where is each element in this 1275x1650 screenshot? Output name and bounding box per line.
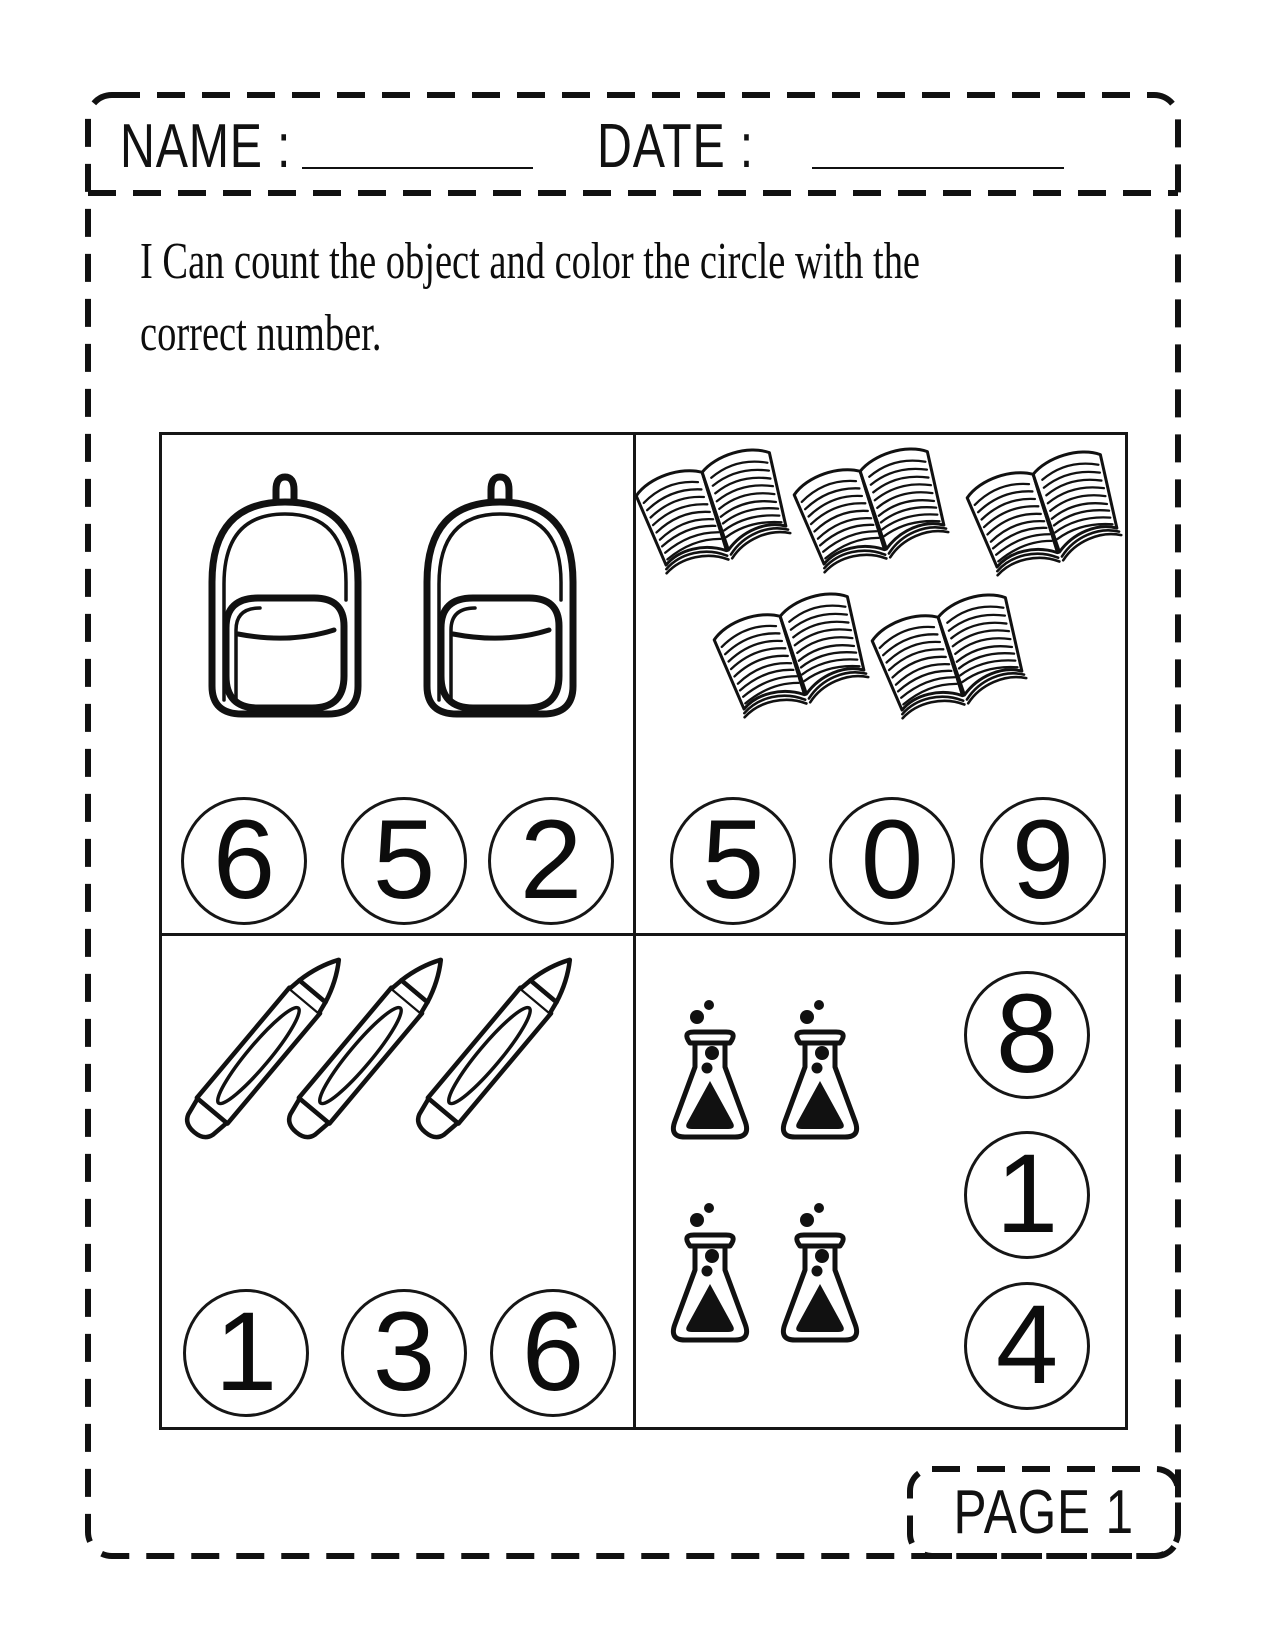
instruction-line-1: I Can count the object and color the circle with the [140,233,921,290]
date-label: DATE : [597,112,754,181]
answer-circle-9[interactable]: 9 [980,797,1106,925]
page-number-badge [910,1469,1178,1556]
quadrant-crayons [159,936,633,1430]
crayon-answer-options [159,936,633,1430]
quadrant-backpacks [159,432,633,933]
quadrant-flasks [636,936,1128,1430]
answer-circle-1[interactable]: 1 [183,1289,309,1417]
name-fill-line[interactable] [302,167,533,169]
answer-circle-5[interactable]: 5 [341,797,467,925]
book-answer-options [636,432,1128,933]
instruction-text [140,226,920,370]
answer-circle-2[interactable]: 2 [488,797,614,925]
quadrant-books [636,432,1128,933]
answer-circle-1[interactable]: 1 [964,1131,1090,1259]
answer-circle-4[interactable]: 4 [964,1282,1090,1410]
answer-circle-5[interactable]: 5 [670,797,796,925]
date-fill-line[interactable] [812,167,1064,169]
backpack-answer-options [159,432,633,933]
answer-circle-3[interactable]: 3 [341,1289,467,1417]
answer-circle-0[interactable]: 0 [829,797,955,925]
answer-circle-8[interactable]: 8 [964,971,1090,1099]
answer-circle-6[interactable]: 6 [490,1289,616,1417]
page-number-label: PAGE 1 [953,1477,1135,1547]
instruction-line-2: correct number. [140,305,382,362]
flask-answer-options [636,936,1128,1430]
name-label: NAME : [120,112,292,181]
answer-circle-6[interactable]: 6 [181,797,307,925]
